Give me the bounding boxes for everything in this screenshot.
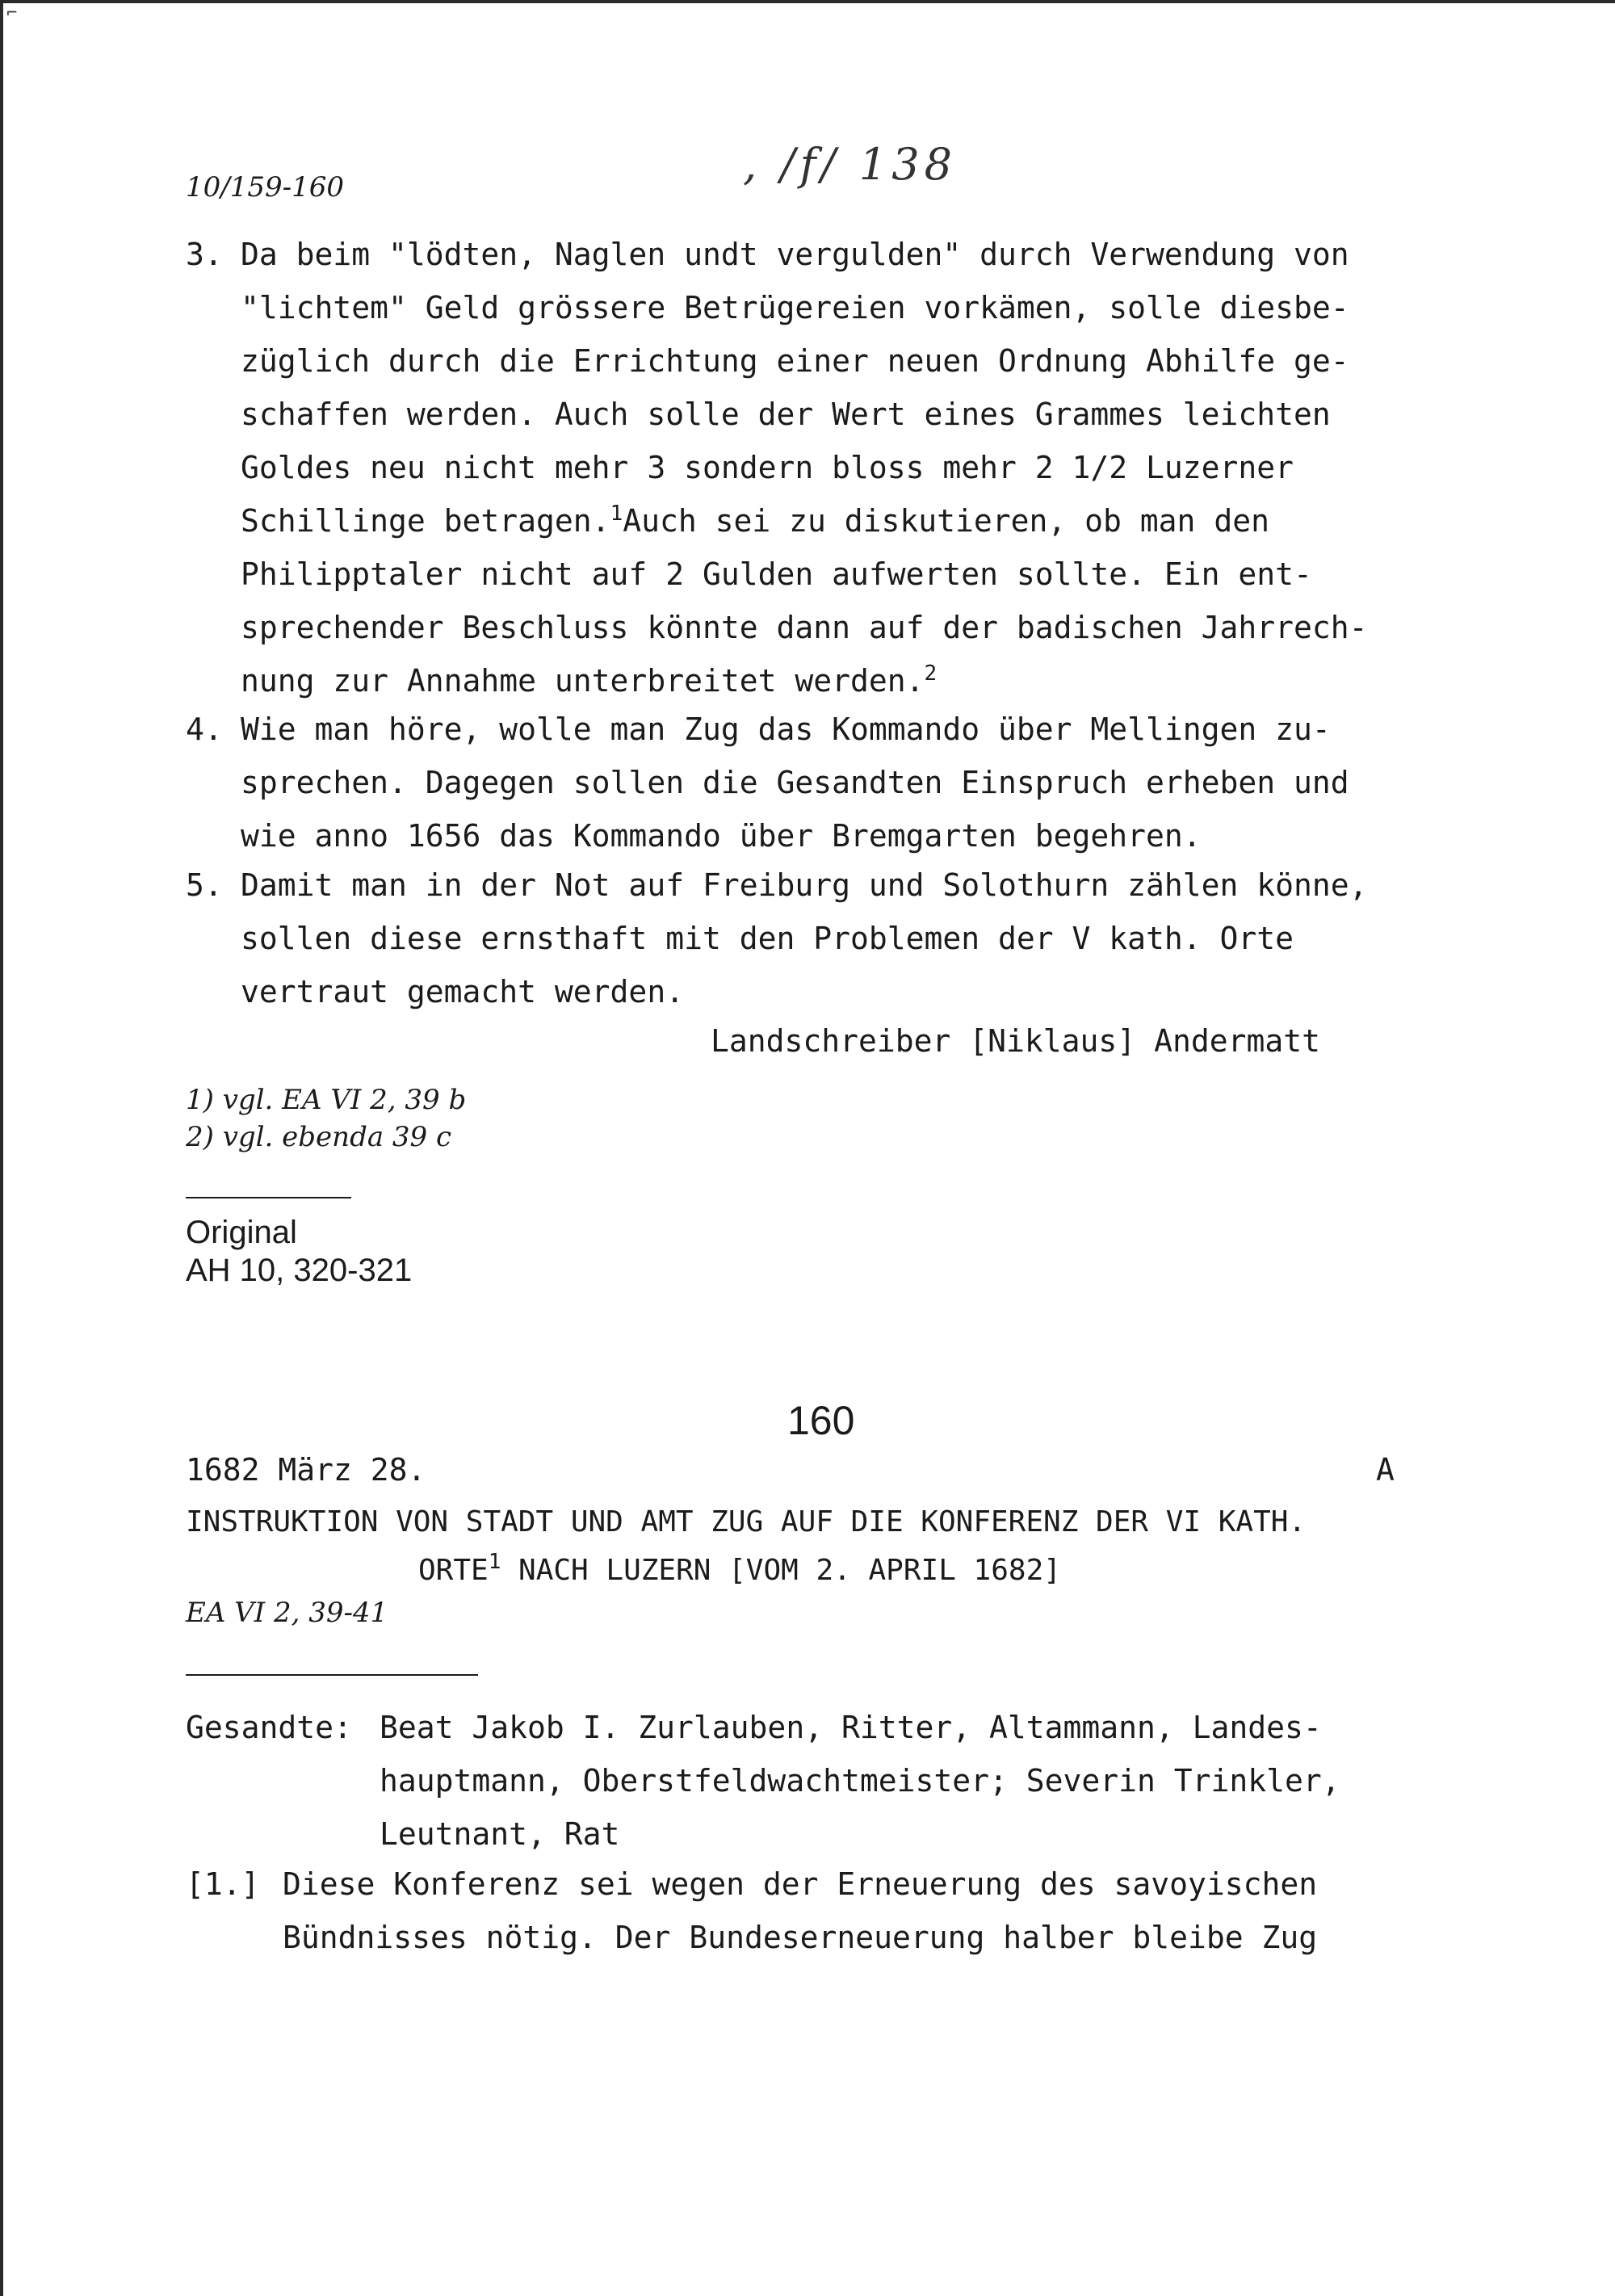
document-title-text: ORTE [418, 1554, 489, 1587]
footnote-ref-2: 2 [924, 661, 938, 686]
item-4-line: Wie man höre, wolle man Zug das Kommando über Mellingen zu- [241, 711, 1331, 747]
source-label: Original [186, 1215, 297, 1250]
document-title-line-2 [418, 1547, 1061, 1595]
item-5-line: Damit man in der Not auf Freiburg und Solothurn zählen könne, [241, 867, 1368, 903]
item-3-line [241, 494, 1368, 548]
handwritten-page-mark: , /f/ 138 [743, 139, 957, 190]
point-1-line: Bündnisses nötig. Der Bundeserneuerung halber bleibe Zug [283, 1920, 1318, 1955]
point-1-line: Diese Konferenz sei wegen der Erneuerung des savoyischen [283, 1866, 1318, 1902]
footnote-ref-1: 1 [610, 502, 623, 526]
document-number: 160 [787, 1398, 855, 1443]
item-3-text [241, 228, 1368, 707]
signature: Landschreiber [Niklaus] Andermatt [711, 1023, 1320, 1059]
item-3-line: sprechender Beschluss könnte dann auf der badischen Jahrrech- [241, 610, 1368, 645]
item-3-line: schaffen werden. Auch solle der Wert eines Grammes leichten [241, 397, 1331, 432]
source-reference: AH 10, 320-321 [186, 1253, 413, 1288]
point-1-label: [1.] [186, 1866, 260, 1902]
envoys-line: Beat Jakob I. Zurlauben, Ritter, Altammann, Landes- [380, 1710, 1322, 1745]
item-3-line-text: Auch sei zu diskutieren, ob man den [623, 503, 1269, 539]
envoys-line: hauptmann, Oberstfeldwachtmeister; Severin Trinkler, [380, 1763, 1340, 1799]
page-reference: 10/159-160 [186, 171, 344, 204]
item-4-line: sprechen. Dagegen sollen die Gesandten Einspruch erheben und [241, 765, 1349, 800]
document-edition-reference: EA VI 2, 39-41 [186, 1597, 388, 1629]
divider [186, 1674, 478, 1676]
item-5-line: sollen diese ernsthaft mit den Problemen der V kath. Orte [241, 921, 1294, 956]
document-date: 1682 März 28. [186, 1452, 426, 1488]
item-3-line-text: nung zur Annahme unterbreitet werden. [241, 663, 925, 699]
footnote-1: 1) vgl. EA VI 2, 39 b [186, 1084, 467, 1116]
item-3-line-text: Schillinge betragen. [241, 503, 610, 539]
scan-border-left [0, 0, 3, 2296]
item-3-number: 3. [186, 237, 223, 272]
item-4-text [241, 703, 1349, 863]
point-1-text [283, 1857, 1317, 1964]
document-title-line-1: INSTRUKTION VON STADT UND AMT ZUG AUF DIE KONFERENZ DER VI KATH. [186, 1505, 1307, 1538]
document-title-text: NACH LUZERN [VOM 2. APRIL 1682] [501, 1554, 1061, 1587]
item-3-line: "lichtem" Geld grössere Betrügereien vorkämen, solle diesbe- [241, 290, 1349, 325]
footnote-2: 2) vgl. ebenda 39 c [186, 1121, 452, 1153]
item-3-line: züglich durch die Errichtung einer neuen Ordnung Abhilfe ge- [241, 343, 1349, 379]
envoys-line: Leutnant, Rat [380, 1816, 620, 1852]
item-4-number: 4. [186, 711, 223, 747]
divider [186, 1197, 351, 1198]
item-4-line: wie anno 1656 das Kommando über Bremgarten begehren. [241, 818, 1202, 854]
item-5-line: vertraut gemacht werden. [241, 974, 685, 1009]
item-5-number: 5. [186, 867, 223, 903]
footnote-ref-1: 1 [488, 1550, 501, 1574]
scan-corner-mark: ⌐ [6, 3, 18, 23]
item-3-line: Da beim "lödten, Naglen undt vergulden" durch Verwendung von [241, 237, 1349, 272]
item-5-text [241, 858, 1368, 1018]
envoys-list [380, 1701, 1340, 1861]
item-3-line [241, 654, 1368, 707]
document-class: A [1376, 1452, 1395, 1488]
envoys-label: Gesandte: [186, 1710, 352, 1745]
item-3-line: Philipptaler nicht auf 2 Gulden aufwerten sollte. Ein ent- [241, 556, 1312, 592]
item-3-line: Goldes neu nicht mehr 3 sondern bloss mehr 2 1/2 Luzerner [241, 450, 1294, 485]
scan-border-top [0, 0, 1615, 3]
